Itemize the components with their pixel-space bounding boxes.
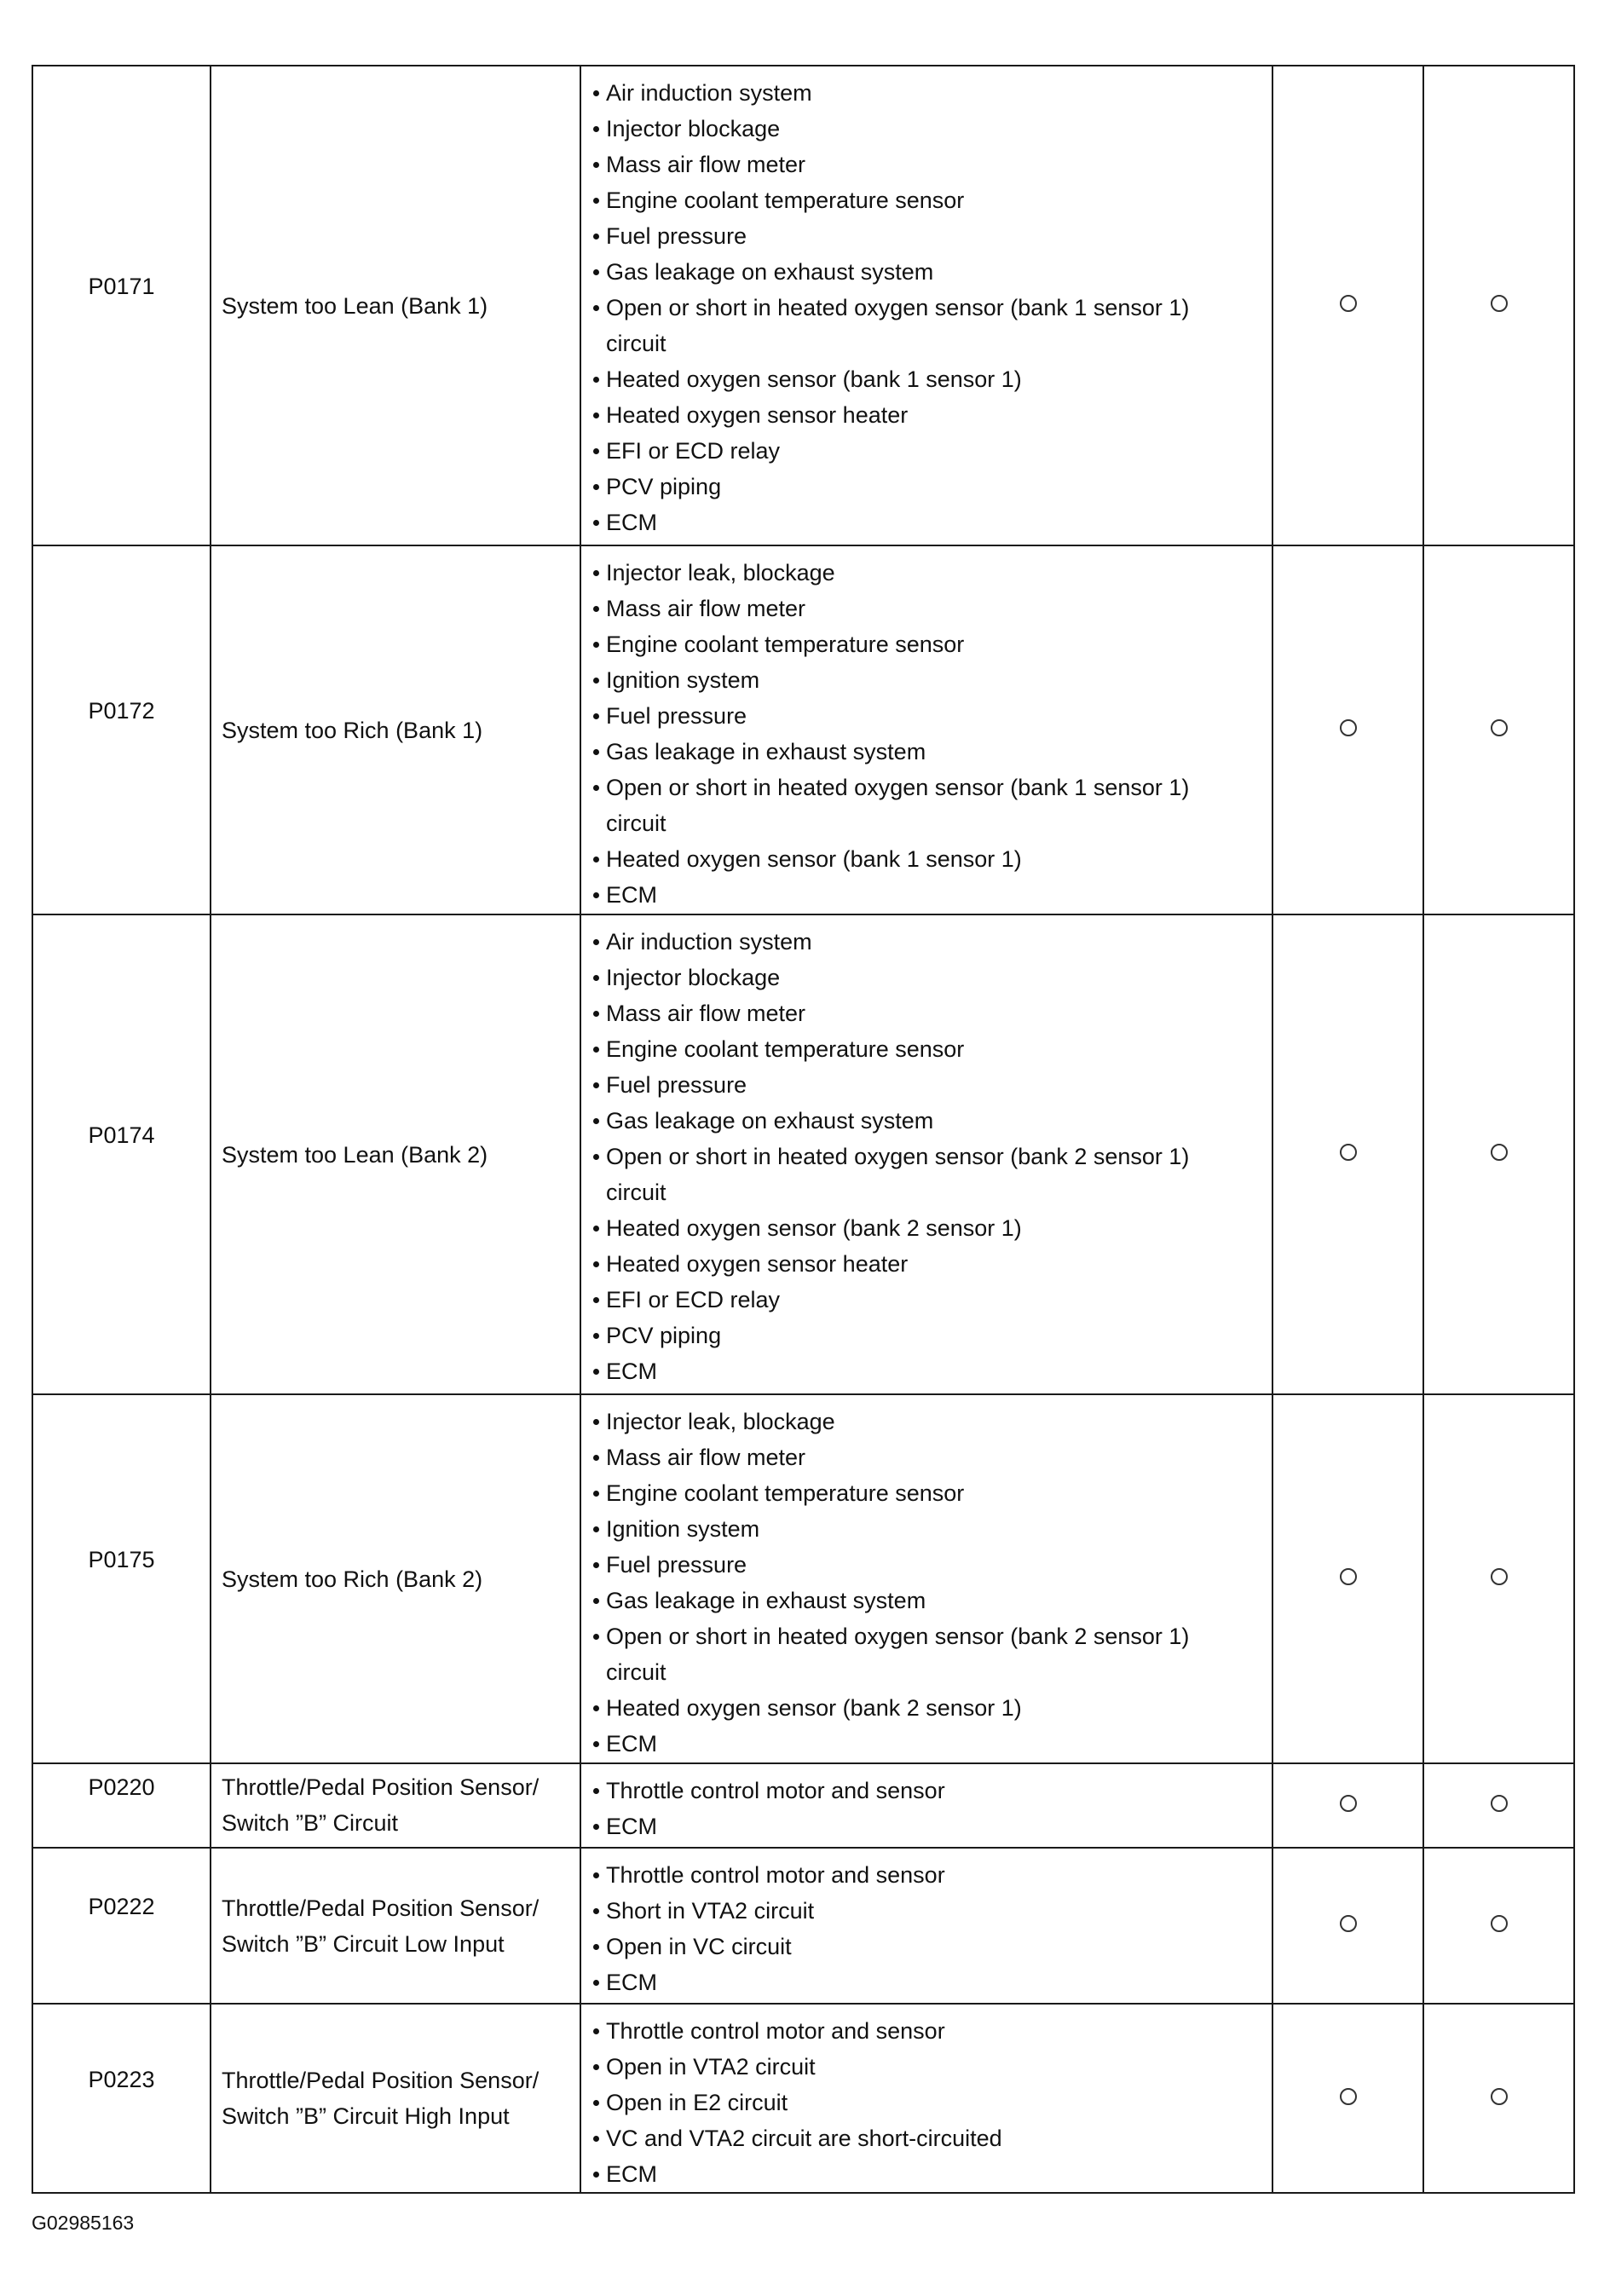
list-item: Gas leakage in exhaust system <box>591 1583 1272 1618</box>
circle-icon <box>1491 719 1508 736</box>
detection-item <box>222 288 574 324</box>
detection-item-line: Switch ”B” Circuit <box>222 1810 399 1836</box>
circle-icon <box>1491 1568 1508 1585</box>
list-item: ECM <box>591 1726 1272 1762</box>
list-item: ECM <box>591 1809 1272 1844</box>
list-item: PCV piping <box>591 1318 1272 1353</box>
list-item: ECM <box>591 505 1272 540</box>
table-row <box>32 1763 1574 1848</box>
dtc-code-cell <box>32 1763 211 1848</box>
circle-icon <box>1491 2088 1508 2105</box>
check-mark-cell <box>1423 1763 1574 1848</box>
detection-item-cell <box>211 66 580 545</box>
dtc-code-cell <box>32 545 211 914</box>
list-item: Air induction system <box>591 924 1272 960</box>
check-mark-cell <box>1272 545 1423 914</box>
circle-icon <box>1491 295 1508 312</box>
circle-icon <box>1491 1915 1508 1932</box>
dtc-code-cell <box>32 1848 211 2004</box>
check-mark-cell <box>1423 545 1574 914</box>
trouble-area-list <box>591 2013 1272 2192</box>
list-item: ECM <box>591 2156 1272 2192</box>
list-item: Mass air flow meter <box>591 147 1272 182</box>
list-item: Heated oxygen sensor heater <box>591 397 1272 433</box>
detection-item <box>222 2062 574 2134</box>
table-row <box>32 1848 1574 2004</box>
table-row <box>32 914 1574 1394</box>
dtc-table <box>32 65 1575 2194</box>
list-item: Injector blockage <box>591 960 1272 995</box>
list-item: Open or short in heated oxygen sensor (bank 1 sensor 1) circuit <box>591 770 1272 841</box>
dtc-code: P0220 <box>88 1774 155 1800</box>
list-item: Injector blockage <box>591 111 1272 147</box>
list-item: EFI or ECD relay <box>591 1282 1272 1318</box>
table-row <box>32 2004 1574 2193</box>
list-item: ECM <box>591 877 1272 913</box>
list-item: Mass air flow meter <box>591 995 1272 1031</box>
detection-item-cell <box>211 914 580 1394</box>
dtc-code: P0171 <box>88 274 155 299</box>
detection-item-line: Throttle/Pedal Position Sensor/ <box>222 1895 540 1921</box>
circle-icon <box>1340 1795 1357 1812</box>
trouble-area-list <box>591 924 1272 1389</box>
circle-icon <box>1491 1795 1508 1812</box>
detection-item <box>222 1561 574 1597</box>
list-item: Throttle control motor and sensor <box>591 1857 1272 1893</box>
trouble-area-cell <box>580 66 1272 545</box>
check-mark-cell <box>1272 914 1423 1394</box>
check-mark-cell <box>1272 66 1423 545</box>
circle-icon <box>1340 2088 1357 2105</box>
check-mark-cell <box>1423 66 1574 545</box>
dtc-code: P0222 <box>88 1894 155 1919</box>
detection-item <box>222 1890 574 1962</box>
detection-item-line: Throttle/Pedal Position Sensor/ <box>222 1774 540 1800</box>
list-item: Open in E2 circuit <box>591 2085 1272 2120</box>
list-item: Heated oxygen sensor (bank 2 sensor 1) <box>591 1210 1272 1246</box>
trouble-area-list <box>591 1857 1272 2000</box>
check-mark-cell <box>1272 1394 1423 1763</box>
list-item: Injector leak, blockage <box>591 1404 1272 1439</box>
list-item: Throttle control motor and sensor <box>591 2013 1272 2049</box>
list-item: Mass air flow meter <box>591 1439 1272 1475</box>
list-item: Engine coolant temperature sensor <box>591 626 1272 662</box>
list-item: Heated oxygen sensor (bank 2 sensor 1) <box>591 1690 1272 1726</box>
list-item: Engine coolant temperature sensor <box>591 1475 1272 1511</box>
dtc-code: P0174 <box>88 1122 155 1148</box>
detection-item-line: System too Rich (Bank 1) <box>222 718 483 743</box>
check-mark-cell <box>1423 2004 1574 2193</box>
detection-item-cell <box>211 2004 580 2193</box>
list-item: VC and VTA2 circuit are short-circuited <box>591 2120 1272 2156</box>
trouble-area-list <box>591 1773 1272 1844</box>
list-item: Gas leakage on exhaust system <box>591 1103 1272 1139</box>
trouble-area-cell <box>580 1763 1272 1848</box>
list-item: Open in VTA2 circuit <box>591 2049 1272 2085</box>
list-item: Air induction system <box>591 75 1272 111</box>
list-item: Open or short in heated oxygen sensor (bank 2 sensor 1) circuit <box>591 1618 1272 1690</box>
circle-icon <box>1340 1568 1357 1585</box>
list-item: Gas leakage on exhaust system <box>591 254 1272 290</box>
circle-icon <box>1340 295 1357 312</box>
check-mark-cell <box>1272 1848 1423 2004</box>
list-item: Open or short in heated oxygen sensor (bank 1 sensor 1) circuit <box>591 290 1272 361</box>
table-row <box>32 66 1574 545</box>
dtc-table-body <box>32 66 1574 2193</box>
table-row <box>32 1394 1574 1763</box>
list-item: EFI or ECD relay <box>591 433 1272 469</box>
dtc-code-cell <box>32 914 211 1394</box>
list-item: Fuel pressure <box>591 1547 1272 1583</box>
detection-item-cell <box>211 1394 580 1763</box>
detection-item <box>222 1137 574 1173</box>
dtc-code-cell <box>32 1394 211 1763</box>
list-item: Ignition system <box>591 1511 1272 1547</box>
dtc-code: P0172 <box>88 698 155 724</box>
check-mark-cell <box>1423 1848 1574 2004</box>
list-item: Mass air flow meter <box>591 591 1272 626</box>
check-mark-cell <box>1272 1763 1423 1848</box>
trouble-area-cell <box>580 545 1272 914</box>
detection-item-line: System too Lean (Bank 2) <box>222 1142 488 1168</box>
list-item: Gas leakage in exhaust system <box>591 734 1272 770</box>
check-mark-cell <box>1423 914 1574 1394</box>
circle-icon <box>1491 1144 1508 1161</box>
detection-item-line: Switch ”B” Circuit High Input <box>222 2103 510 2129</box>
detection-item-line: Throttle/Pedal Position Sensor/ <box>222 2068 540 2093</box>
detection-item <box>222 712 574 748</box>
list-item: Engine coolant temperature sensor <box>591 182 1272 218</box>
list-item: Injector leak, blockage <box>591 555 1272 591</box>
trouble-area-list <box>591 75 1272 540</box>
check-mark-cell <box>1423 1394 1574 1763</box>
list-item: Engine coolant temperature sensor <box>591 1031 1272 1067</box>
list-item: Open or short in heated oxygen sensor (bank 2 sensor 1) circuit <box>591 1139 1272 1210</box>
dtc-code: P0223 <box>88 2067 155 2092</box>
list-item: Heated oxygen sensor heater <box>591 1246 1272 1282</box>
list-item: Fuel pressure <box>591 218 1272 254</box>
table-row <box>32 545 1574 914</box>
list-item: Fuel pressure <box>591 698 1272 734</box>
list-item: Heated oxygen sensor (bank 1 sensor 1) <box>591 841 1272 877</box>
list-item: Throttle control motor and sensor <box>591 1773 1272 1809</box>
detection-item-line: System too Lean (Bank 1) <box>222 293 488 319</box>
list-item: Open in VC circuit <box>591 1929 1272 1964</box>
detection-item-line: Switch ”B” Circuit Low Input <box>222 1931 505 1957</box>
list-item: ECM <box>591 1353 1272 1389</box>
dtc-code-cell <box>32 2004 211 2193</box>
trouble-area-cell <box>580 2004 1272 2193</box>
list-item: Fuel pressure <box>591 1067 1272 1103</box>
list-item: PCV piping <box>591 469 1272 505</box>
trouble-area-cell <box>580 914 1272 1394</box>
trouble-area-cell <box>580 1848 1272 2004</box>
trouble-area-list <box>591 1404 1272 1762</box>
circle-icon <box>1340 1915 1357 1932</box>
dtc-code: P0175 <box>88 1547 155 1572</box>
circle-icon <box>1340 719 1357 736</box>
list-item: ECM <box>591 1964 1272 2000</box>
detection-item-cell <box>211 1848 580 2004</box>
check-mark-cell <box>1272 2004 1423 2193</box>
dtc-code-cell <box>32 66 211 545</box>
circle-icon <box>1340 1144 1357 1161</box>
trouble-area-cell <box>580 1394 1272 1763</box>
detection-item-cell <box>211 1763 580 1848</box>
list-item: Ignition system <box>591 662 1272 698</box>
trouble-area-list <box>591 555 1272 913</box>
figure-id: G02985163 <box>32 2212 135 2234</box>
detection-item <box>222 1769 574 1841</box>
list-item: Short in VTA2 circuit <box>591 1893 1272 1929</box>
detection-item-cell <box>211 545 580 914</box>
list-item: Heated oxygen sensor (bank 1 sensor 1) <box>591 361 1272 397</box>
detection-item-line: System too Rich (Bank 2) <box>222 1566 483 1592</box>
